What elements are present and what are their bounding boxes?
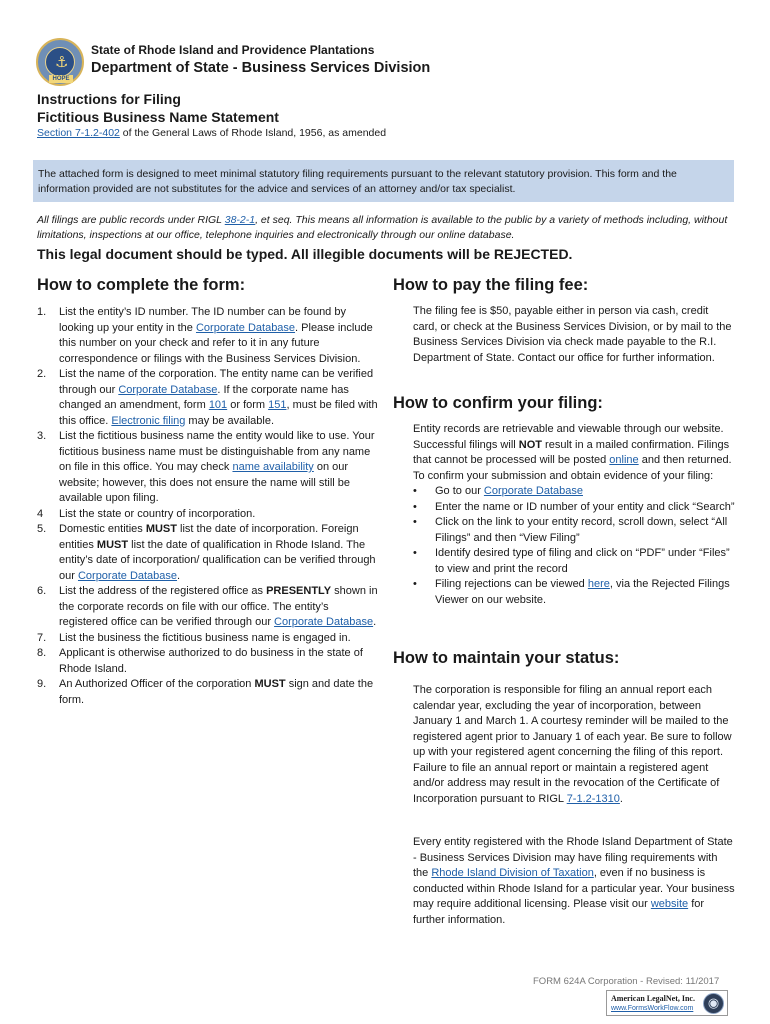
- rigl-link[interactable]: 38-2-1: [224, 214, 256, 226]
- step-text: List the name of the corporation. The entity name can be verified through our: [59, 368, 374, 396]
- step-text: Domestic entities: [59, 523, 146, 535]
- confirm-step-text: Filing rejections can be viewed: [435, 578, 588, 590]
- not-emphasis: NOT: [518, 438, 542, 451]
- confirm-step-text: , via the Rejected Filings Viewer on our website.: [435, 578, 730, 606]
- online-link[interactable]: online: [609, 454, 639, 466]
- step-number: 3.: [37, 430, 47, 442]
- state-seal-icon: [36, 38, 84, 86]
- corporate-database-link[interactable]: Corporate Database: [483, 485, 583, 497]
- bullet: •: [413, 516, 417, 528]
- state-name: State of Rhode Island and Providence Plantations: [91, 43, 375, 57]
- aln-name: American LegalNet, Inc.: [611, 994, 695, 1003]
- confirm-step: [413, 546, 735, 577]
- maintain-text: for further information.: [413, 898, 705, 926]
- step-text: list the date of qualification in Rhode Island. The entity’s date of incorporation/ qualification can be verified through our: [59, 538, 376, 582]
- step-number: 2.: [37, 368, 47, 380]
- step-text: or form: [227, 399, 269, 411]
- step-text: . If the corporate name has changed an amendment, form: [59, 383, 349, 411]
- confirm-step: [413, 577, 735, 608]
- division-of-taxation-link[interactable]: Rhode Island Division of Taxation: [431, 867, 594, 879]
- section-link[interactable]: Section 7-1.2-402: [37, 127, 120, 139]
- step-text: shown in the corporate records on file with our office. The entity’s registered office can be verified through our: [59, 585, 378, 628]
- step-text: , must be filed with this office.: [59, 399, 378, 427]
- globe-icon: ◉: [703, 993, 724, 1014]
- step-text: .: [177, 569, 181, 582]
- corporate-database-link[interactable]: Corporate Database: [195, 321, 296, 334]
- confirm-text-part: and then returned. To confirm your submission and obtain evidence of your filing:: [413, 454, 732, 482]
- step-text: An Authorized Officer of the corporation: [59, 678, 255, 690]
- step-7: [37, 631, 379, 647]
- complete-heading: How to complete the form:: [37, 276, 246, 294]
- step-number: 7.: [37, 631, 47, 644]
- maintain-text: The corporation is responsible for filing an annual report each calendar year, excluding the year of incorporation, between January 1 and March 1. A courtesy reminder will be mailed to the registered agent prior to January 1 of each year. Be sure to follow up with your registered agent concerning the filing of this report. Failure to file an annual report or maintain a registered agent and/or address may result in the revocation of the Certificate of Incorporation pursuant to RIGL: [413, 684, 732, 805]
- name-availability-link[interactable]: name availability: [232, 461, 314, 473]
- step-text: .: [373, 616, 377, 628]
- maintain-paragraph-1: [413, 683, 735, 807]
- aln-url-link[interactable]: www.FormsWorkFlow.com: [611, 1005, 694, 1012]
- seal-center: [45, 47, 75, 77]
- step-text: . Please include this number on your check and refer to it in any future correspondence or filings with the Business Services Division.: [59, 321, 373, 365]
- rigl-7-1-2-1310-link[interactable]: 7-1.2-1310: [566, 792, 620, 805]
- confirm-step-text: Enter the name or ID number of your entity and click “Search”: [435, 500, 735, 513]
- step-text: sign and date the form.: [59, 678, 374, 706]
- bullet: •: [413, 485, 417, 497]
- title-line-1: Instructions for Filing: [37, 91, 181, 107]
- notice-box: The attached form is designed to meet minimal statutory filing requirements pursuant to the relevant statutory provision. This form and the information provided are not substitutes for the advice and services of an attorney and/or tax specialist.: [33, 160, 734, 202]
- step-text: List the address of the registered office as: [59, 585, 267, 597]
- bullet: •: [413, 578, 417, 590]
- step-number: 5.: [37, 523, 47, 535]
- department-name: Department of State - Business Services Division: [91, 60, 431, 76]
- pay-text: The filing fee is $50, payable either in person via cash, credit card, or check at the Business Services Division, or by mail to the Business Services Division via check made payable to the R.I. Department of State. Contact our office for further information.: [413, 305, 732, 364]
- step-8: [37, 646, 379, 677]
- must-emphasis: MUST: [96, 538, 129, 551]
- corporate-database-link[interactable]: Corporate Database: [77, 569, 178, 582]
- must-emphasis: MUST: [145, 523, 177, 535]
- confirm-heading: How to confirm your filing:: [393, 394, 603, 412]
- confirm-text: [413, 422, 735, 484]
- confirm-text-part: result in a mailed confirmation. Filings that cannot be processed will be posted: [413, 438, 730, 466]
- rejections-here-link[interactable]: here: [587, 578, 610, 590]
- step-text: List the fictitious business name the entity would like to use. Your fictitious business name must be distinguishable from any name on file in this office. You may check: [59, 430, 375, 473]
- step-number: 9.: [37, 678, 47, 690]
- step-text: List the state or country of incorporation.: [59, 507, 256, 520]
- step-text: may be available.: [185, 414, 275, 427]
- electronic-filing-link[interactable]: Electronic filing: [111, 414, 186, 427]
- bullet: •: [413, 500, 417, 513]
- public-records-note: [37, 213, 737, 243]
- step-1: [37, 305, 379, 367]
- step-text: on our website; however, this does not ensure the name will still be available upon filing.: [59, 461, 351, 504]
- bullet: •: [413, 547, 417, 559]
- step-6: [37, 584, 379, 631]
- step-text: List the business the fictitious business name is engaged in.: [59, 631, 351, 644]
- confirm-step: [413, 515, 735, 546]
- public-records-post: , et seq. This means all information is available to the public by a variety of methods including, without limitations, inspections at our office, telephone inquiries and electronically through our online database.: [37, 214, 728, 241]
- pay-heading: How to pay the filing fee:: [393, 276, 589, 294]
- form-number: FORM 624A Corporation - Revised: 11/2017: [533, 976, 720, 987]
- confirm-step: [413, 500, 735, 516]
- section-ref-text: of the General Laws of Rhode Island, 1956, as amended: [119, 127, 387, 139]
- step-2: [37, 367, 379, 429]
- step-4: [37, 507, 379, 523]
- public-records-pre: All filings are public records under RIGL: [37, 214, 225, 226]
- step-number: 6.: [37, 585, 47, 597]
- american-legalnet-badge[interactable]: [606, 990, 728, 1016]
- must-emphasis: MUST: [254, 678, 286, 690]
- step-text: List the entity’s ID number. The ID number can be found by looking up your entity in the: [59, 306, 346, 334]
- instructions-title: [37, 90, 279, 126]
- step-3: [37, 429, 379, 507]
- step-text: Applicant is otherwise authorized to do business in the state of Rhode Island.: [59, 647, 363, 675]
- title-line-2: Fictitious Business Name Statement: [37, 109, 279, 125]
- confirm-text-part: Entity records are retrievable and viewable through our website. Successful filings will: [413, 423, 724, 451]
- maintain-text: , even if no business is conducted within Rhode Island for a particular year. Your business may require additional licensing. Please visit our: [413, 867, 735, 910]
- confirm-step-text: Go to our: [435, 485, 484, 497]
- steps-list: [37, 305, 379, 708]
- maintain-heading: How to maintain your status:: [393, 649, 620, 667]
- step-number: 8.: [37, 647, 47, 659]
- maintain-text: .: [619, 792, 623, 805]
- presently-emphasis: PRESENTLY: [266, 585, 332, 597]
- step-number: 1.: [37, 306, 47, 318]
- confirm-steps: [413, 484, 735, 608]
- anchor-icon: ⚓: [55, 53, 69, 71]
- confirm-section: [413, 422, 735, 608]
- corporate-database-link[interactable]: Corporate Database: [274, 616, 374, 628]
- maintain-text: Every entity registered with the Rhode Island Department of State - Business Services Division may have filing requirements with the: [413, 836, 733, 879]
- confirm-step: [413, 484, 735, 500]
- step-number: 4: [37, 507, 44, 520]
- confirm-step-text: Click on the link to your entity record, scroll down, select “All Filings” and then “View Filing”: [435, 516, 728, 544]
- section-reference: [37, 127, 386, 139]
- step-9: [37, 677, 379, 708]
- typed-warning: This legal document should be typed. All illegible documents will be REJECTED.: [37, 246, 573, 262]
- form-151-link[interactable]: 151: [268, 399, 287, 411]
- maintain-paragraph-2: [413, 835, 735, 928]
- form-101-link[interactable]: 101: [208, 399, 228, 411]
- seal-hope-banner: HOPE: [49, 75, 73, 83]
- step-text: list the date of incorporation. Foreign entities: [59, 523, 359, 551]
- corporate-database-link[interactable]: Corporate Database: [118, 383, 218, 396]
- website-link[interactable]: website: [650, 898, 689, 910]
- confirm-step-text: Identify desired type of filing and click on “PDF” under “Files” to view and print the record: [435, 547, 730, 575]
- step-5: [37, 522, 379, 584]
